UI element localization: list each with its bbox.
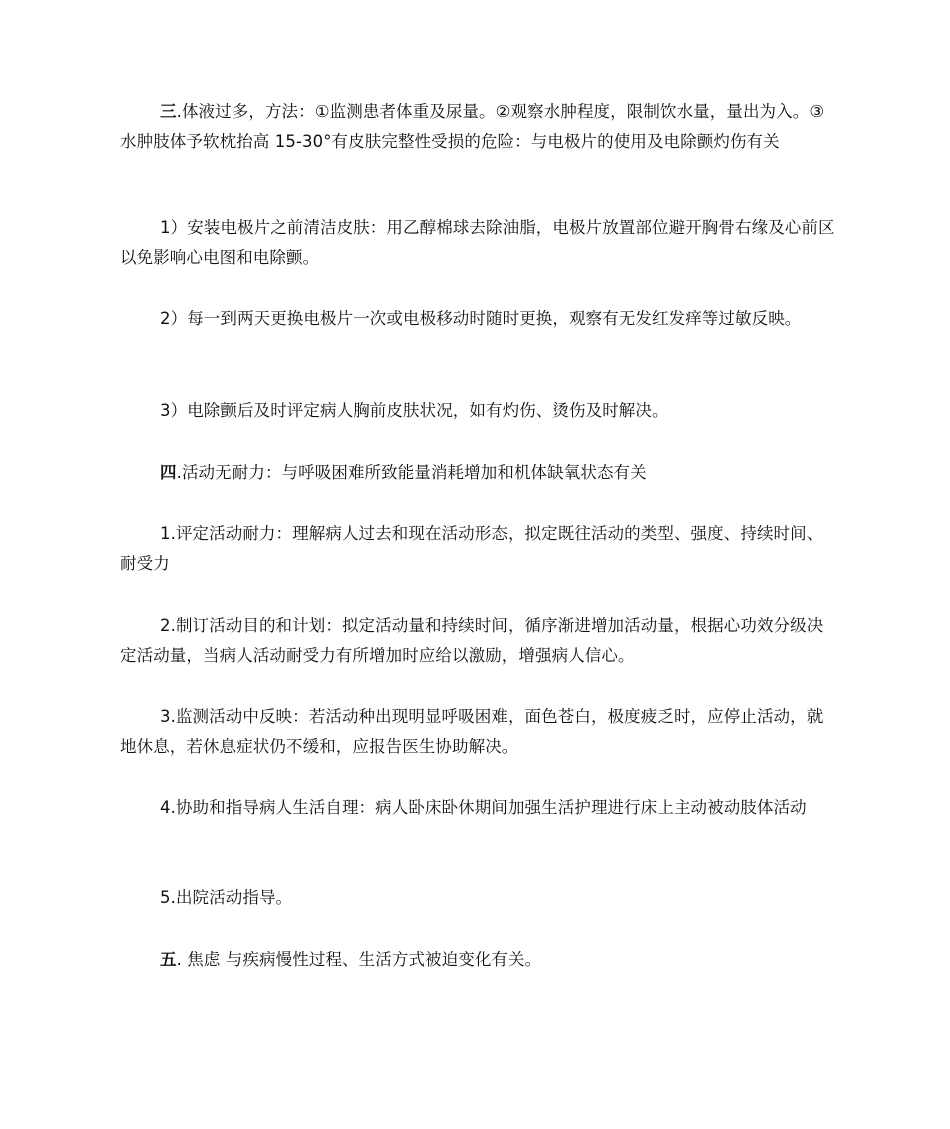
section-number: 四: [160, 463, 177, 482]
paragraph-text: 1.评定活动耐力：理解病人过去和现在活动形态，拟定既往活动的类型、强度、持续时间、耐受力: [120, 524, 824, 573]
paragraph-text: .体液过多，方法：①监测患者体重及尿量。②观察水肿程度，限制饮水量，量出为入。③水肿肢体予软枕抬高 15-30°有皮肤完整性受损的危险：与电极片的使用及电除颤灼伤有关: [120, 102, 825, 151]
paragraph-text: 4.协助和指导病人生活自理：病人卧床卧休期间加强生活护理进行床上主动被动肢体活动: [160, 798, 807, 817]
section-number: 三: [160, 102, 177, 121]
paragraph-activity-plan: [120, 611, 835, 671]
paragraph-assess-tolerance: [120, 519, 835, 579]
paragraph-discharge-guidance: [120, 883, 835, 913]
paragraph-text: 5.出院活动指导。: [160, 888, 293, 907]
paragraph-self-care: [120, 793, 835, 823]
section-number: 五: [160, 950, 177, 969]
paragraph-text: 2）每一到两天更换电极片一次或电极移动时随时更换，观察有无发红发痒等过敏反映。: [160, 309, 802, 328]
paragraph-monitor-activity: [120, 702, 835, 762]
paragraph-text: 1）安装电极片之前清洁皮肤：用乙醇棉球去除油脂，电极片放置部位避开胸骨右缘及心前区以免影响心电图和电除颤。: [120, 218, 835, 267]
paragraph-4-activity-intolerance: [120, 458, 835, 488]
paragraph-text: 3.监测活动中反映：若活动种出现明显呼吸困难，面色苍白，极度疲乏时，应停止活动，就地休息，若休息症状仍不缓和，应报告医生协助解决。: [120, 707, 824, 756]
paragraph-3-fluid-excess: [120, 97, 835, 157]
paragraph-text: 3）电除颤后及时评定病人胸前皮肤状况，如有灼伤、烫伤及时解决。: [160, 401, 669, 420]
paragraph-post-defibrillation: [120, 396, 835, 426]
paragraph-text: . 焦虑 与疾病慢性过程、生活方式被迫变化有关。: [176, 950, 542, 969]
paragraph-text: 2.制订活动目的和计划：拟定活动量和持续时间，循序渐进增加活动量，根据心功效分级决定活动量，当病人活动耐受力有所增加时应给以激励，增强病人信心。: [120, 616, 824, 665]
paragraph-electrode-change: [120, 304, 835, 334]
paragraph-electrode-install: [120, 213, 835, 273]
paragraph-5-anxiety: [120, 945, 835, 975]
paragraph-text: .活动无耐力：与呼吸困难所致能量消耗增加和机体缺氧状态有关: [176, 463, 647, 482]
